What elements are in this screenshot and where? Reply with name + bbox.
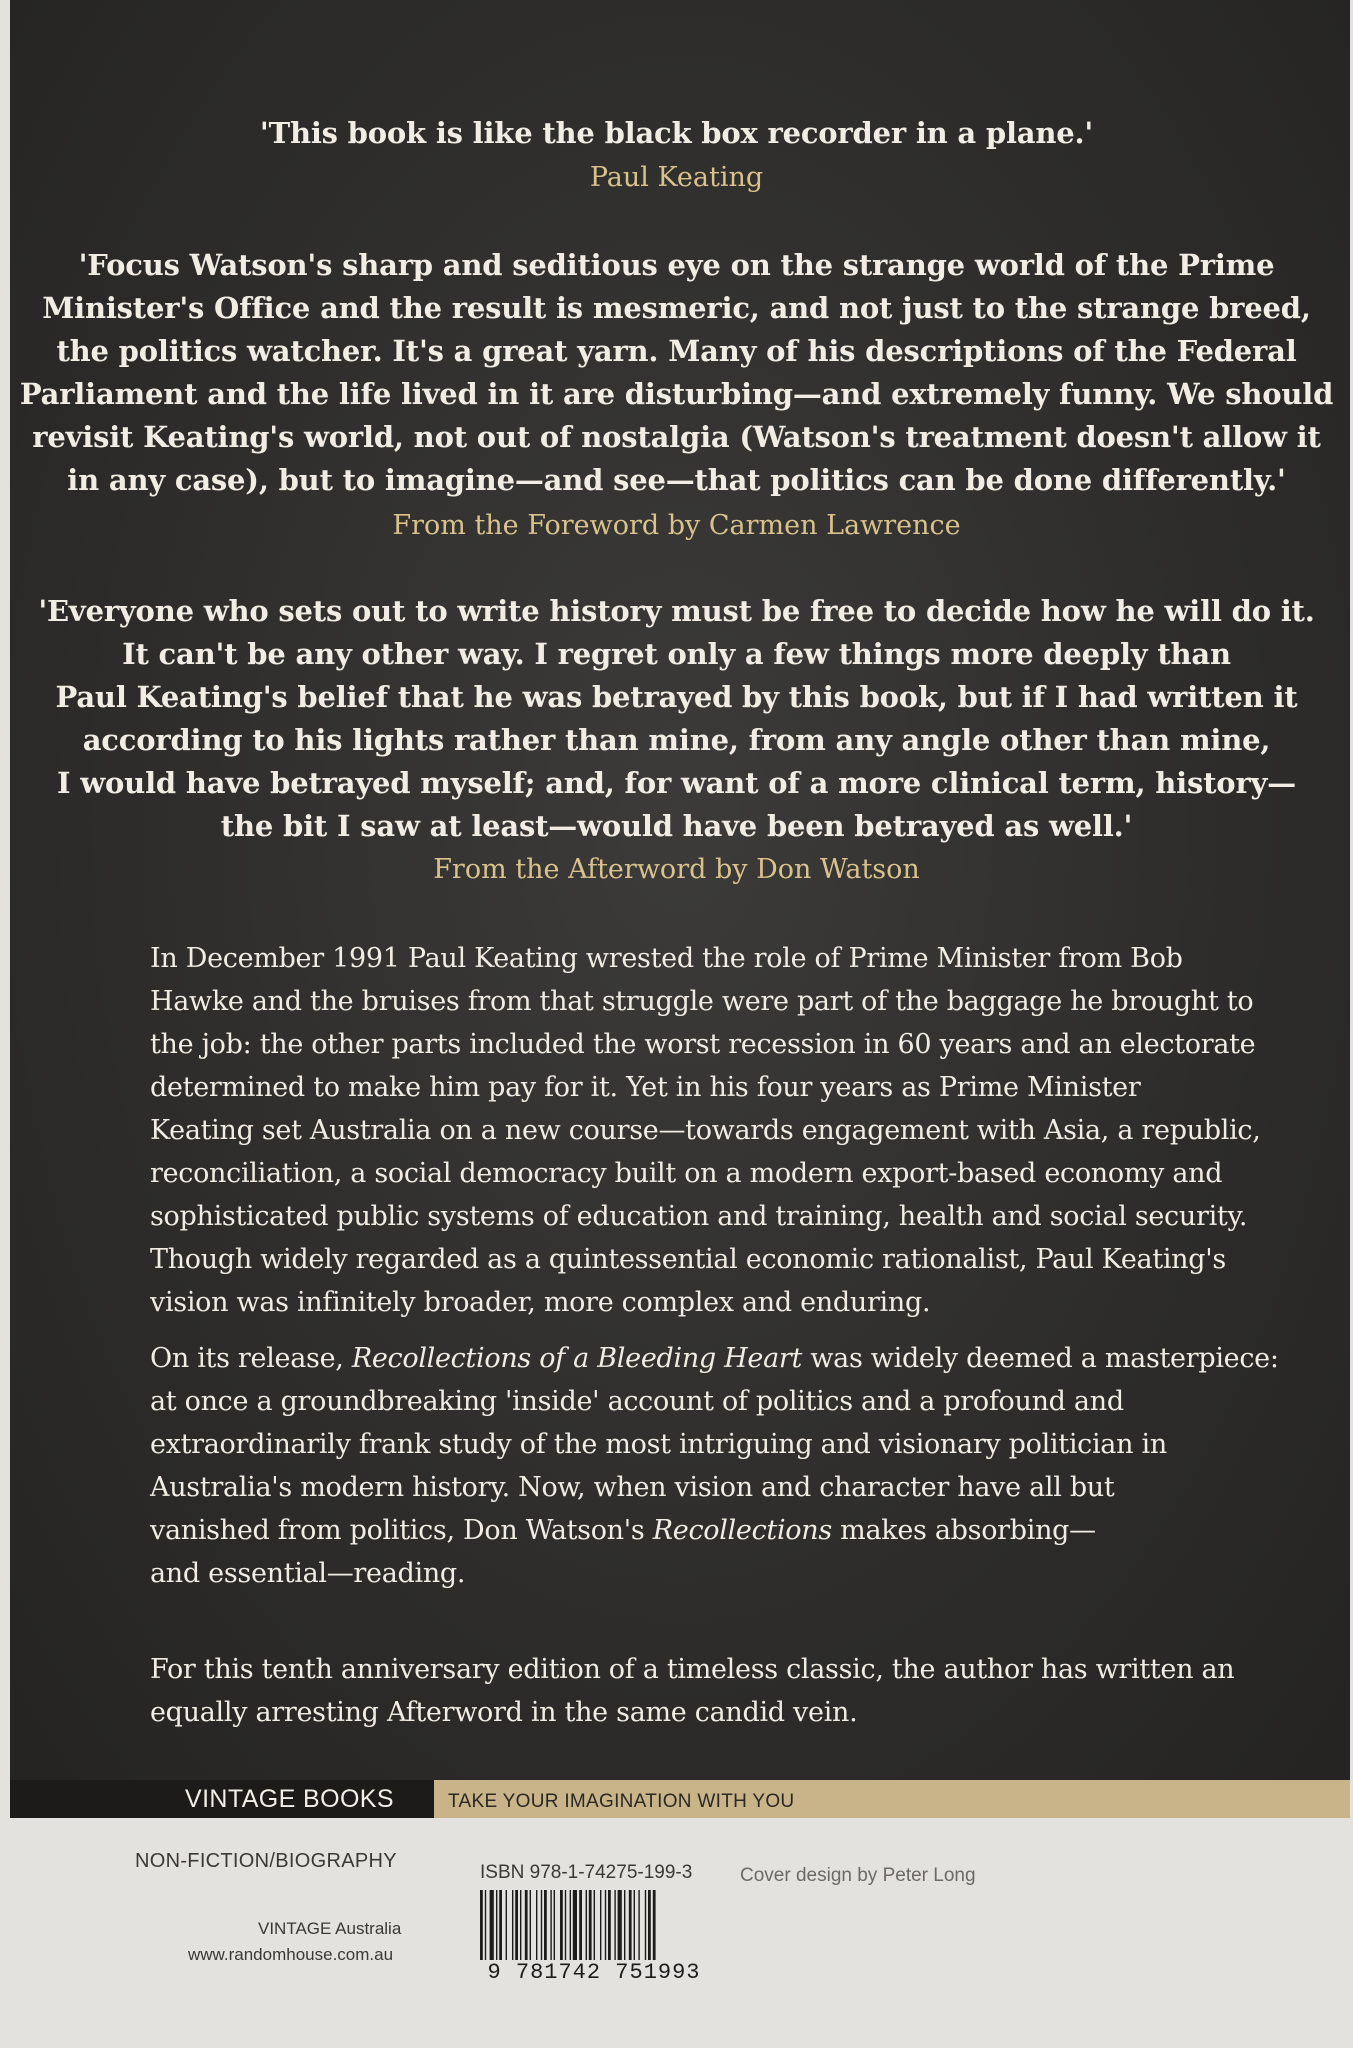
imprint-tagline: TAKE YOUR IMAGINATION WITH YOU <box>448 1791 795 1812</box>
quote-line: Parliament and the life lived in it are disturbing—and extremely funny. We should <box>19 377 1334 411</box>
quote-keating <box>0 112 1353 155</box>
quote-line: the bit I saw at least—would have been betrayed as well.' <box>220 809 1133 843</box>
quote-line: 'This book is like the black box recorder in a plane.' <box>259 116 1094 150</box>
imprint-label: VINTAGE BOOKS <box>185 1785 394 1813</box>
blurb-line: In December 1991 Paul Keating wrested the role of Prime Minister from Bob <box>150 943 1183 974</box>
quote-line: the politics watcher. It's a great yarn. Many of his descriptions of the Federal <box>56 334 1297 368</box>
blurb-text: was widely deemed a masterpiece: <box>802 1343 1279 1374</box>
quote-line: Paul Keating's belief that he was betrayed by this book, but if I had written it <box>55 680 1298 714</box>
blurb-line <box>150 1509 1250 1552</box>
blurb-text: On its release, <box>150 1343 352 1374</box>
blurb-line: determined to make him pay for it. Yet in his four years as Prime Minister <box>150 1072 1141 1103</box>
blurb-line: extraordinarily frank study of the most intriguing and visionary politician in <box>150 1429 1167 1460</box>
blurb-line: Though widely regarded as a quintessential economic rationalist, Paul Keating's <box>150 1244 1226 1275</box>
quote-line: revisit Keating's world, not out of nostalgia (Watson's treatment doesn't allow it <box>32 420 1321 454</box>
blurb-line: reconciliation, a social democracy built on a modern export-based economy and <box>150 1158 1223 1189</box>
barcode-number: 9 781742 751993 <box>478 1960 710 1986</box>
quote-line: Minister's Office and the result is mesmeric, and not just to the strange breed, <box>42 291 1311 325</box>
blurb-line: equally arresting Afterword in the same candid vein. <box>150 1697 858 1728</box>
quote-afterword <box>0 590 1353 848</box>
publisher-website: www.randomhouse.com.au <box>188 1945 394 1964</box>
blurb-paragraph-1 <box>150 937 1261 1324</box>
quote-attribution-keating: Paul Keating <box>589 162 764 193</box>
quote-line: It can't be any other way. I regret only a few things more deeply than <box>122 637 1231 671</box>
blurb-line: vision was infinitely broader, more complex and enduring. <box>150 1287 931 1318</box>
quote-attribution-foreword: From the Foreword by Carmen Lawrence <box>392 510 961 541</box>
category-label: NON-FICTION/BIOGRAPHY <box>135 1850 397 1872</box>
publisher-name: VINTAGE Australia <box>258 1919 402 1938</box>
blurb-line: Keating set Australia on a new course—towards engagement with Asia, a republic, <box>150 1115 1261 1146</box>
quote-line: according to his lights rather than mine, from any angle other than mine, <box>82 723 1271 757</box>
quote-line: 'Everyone who sets out to write history must be free to decide how he will do it. <box>38 594 1315 628</box>
quote-line: I would have betrayed myself; and, for want of a more clinical term, history— <box>57 766 1296 800</box>
blurb-text: makes absorbing— <box>831 1515 1096 1546</box>
blurb-text: vanished from politics, Don Watson's <box>150 1515 653 1546</box>
blurb-paragraph-2 <box>150 1337 1279 1595</box>
quote-foreword <box>0 244 1353 502</box>
book-title-italic: Recollections of a Bleeding Heart <box>351 1343 803 1374</box>
quote-line: 'Focus Watson's sharp and seditious eye on the strange world of the Prime <box>78 248 1275 282</box>
blurb-paragraph-3 <box>150 1648 1250 1734</box>
book-title-italic: Recollections <box>652 1515 832 1546</box>
blurb-line: Australia's modern history. Now, when vision and character have all but <box>150 1472 1115 1503</box>
blurb-line: and essential—reading. <box>150 1558 466 1589</box>
quote-line: in any case), but to imagine—and see—that politics can be done differently.' <box>67 463 1286 497</box>
blurb-line: For this tenth anniversary edition of a timeless classic, the author has written an <box>150 1654 1235 1685</box>
isbn-label: ISBN 978-1-74275-199-3 <box>480 1862 693 1883</box>
blurb-line: sophisticated public systems of education and training, health and social security. <box>150 1201 1248 1232</box>
blurb-line: at once a groundbreaking 'inside' account of politics and a profound and <box>150 1386 1124 1417</box>
blurb-line <box>150 1337 1279 1380</box>
blurb-line: Hawke and the bruises from that struggle were part of the baggage he brought to <box>150 986 1254 1017</box>
quote-attribution-afterword: From the Afterword by Don Watson <box>433 854 920 885</box>
barcode-icon <box>478 1890 710 1970</box>
blurb-line: the job: the other parts included the worst recession in 60 years and an electorate <box>150 1029 1256 1060</box>
cover-design-credit: Cover design by Peter Long <box>740 1865 976 1886</box>
